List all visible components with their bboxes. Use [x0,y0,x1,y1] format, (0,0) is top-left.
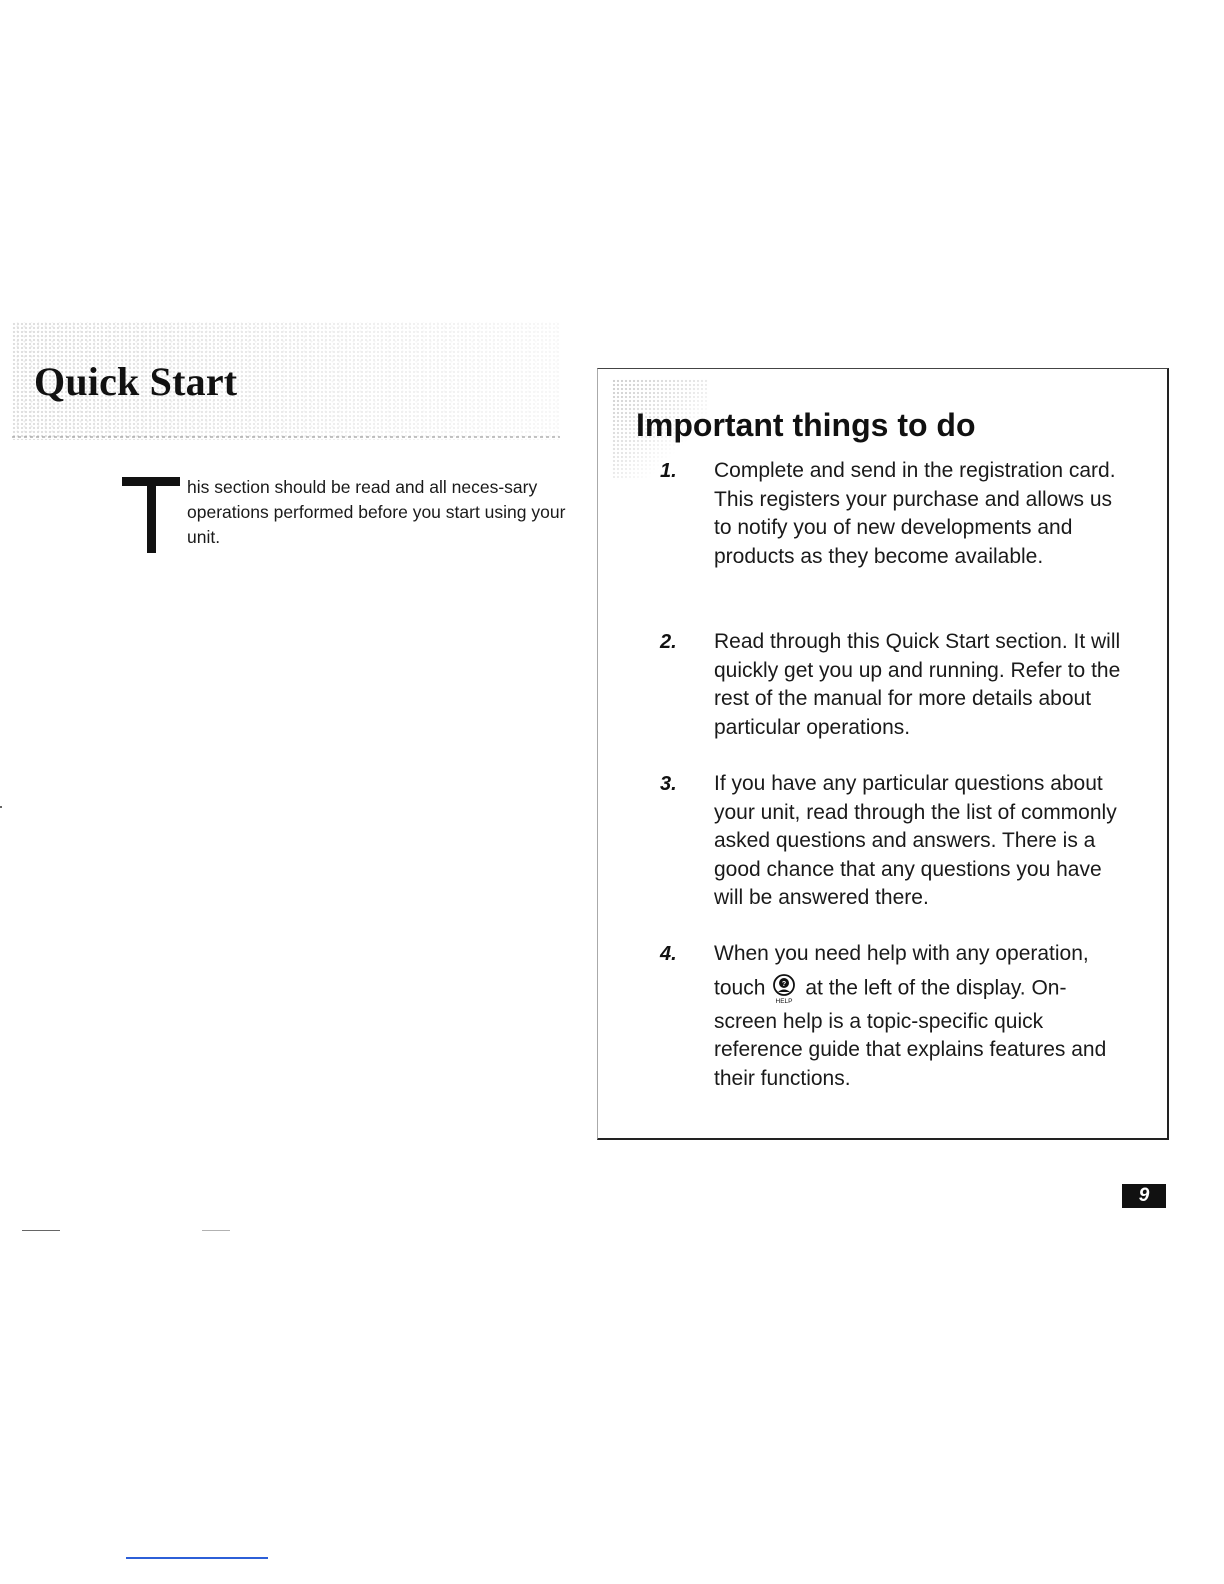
intro-text: his section should be read and all neces-sary operations performed before you start using your unit. [187,477,566,547]
step-text-line: When you need help with any operation, [714,942,1089,965]
scan-mark [202,1230,230,1231]
bottom-rule [126,1557,268,1559]
step-text: If you have any particular questions about your unit, read through the list of commonly asked questions and answers. There is a good chance that any questions you have will be answered there. [714,772,1117,909]
step-text-fragment: at the left of the display. On- [805,976,1067,1000]
drop-cap [122,477,182,553]
section-title: Quick Start [34,359,238,404]
step-text: Complete and send in the registration card. This registers your purchase and allows us to notify you of new developments and products as they become available. [714,459,1116,568]
step-text: Read through this Quick Start section. It will quickly get you up and running. Refer to the rest of the manual for more details about particular operations. [714,630,1121,739]
drop-cap-letter [122,477,123,478]
section-header [12,322,560,440]
header-underline [12,436,560,438]
step-text [714,940,1134,1093]
scan-mark [0,806,2,808]
box-title: Important things to do [636,407,976,443]
page-number: 9 [1122,1184,1166,1208]
step-number: 4. [660,943,677,965]
step-number: 2. [660,631,677,653]
step-text-fragment: touch [714,976,766,1000]
scan-mark [22,1230,60,1231]
step-number: 1. [660,460,677,482]
help-icon-label: HELP [775,997,793,1005]
important-box [597,368,1169,1140]
steps-list [598,369,1167,1138]
svg-text:?: ? [782,980,787,988]
help-icon [769,973,799,1005]
step-text-rest: screen help is a topic-specific quick reference guide that explains features and their functions. [714,1009,1107,1090]
step-number: 3. [660,773,677,795]
